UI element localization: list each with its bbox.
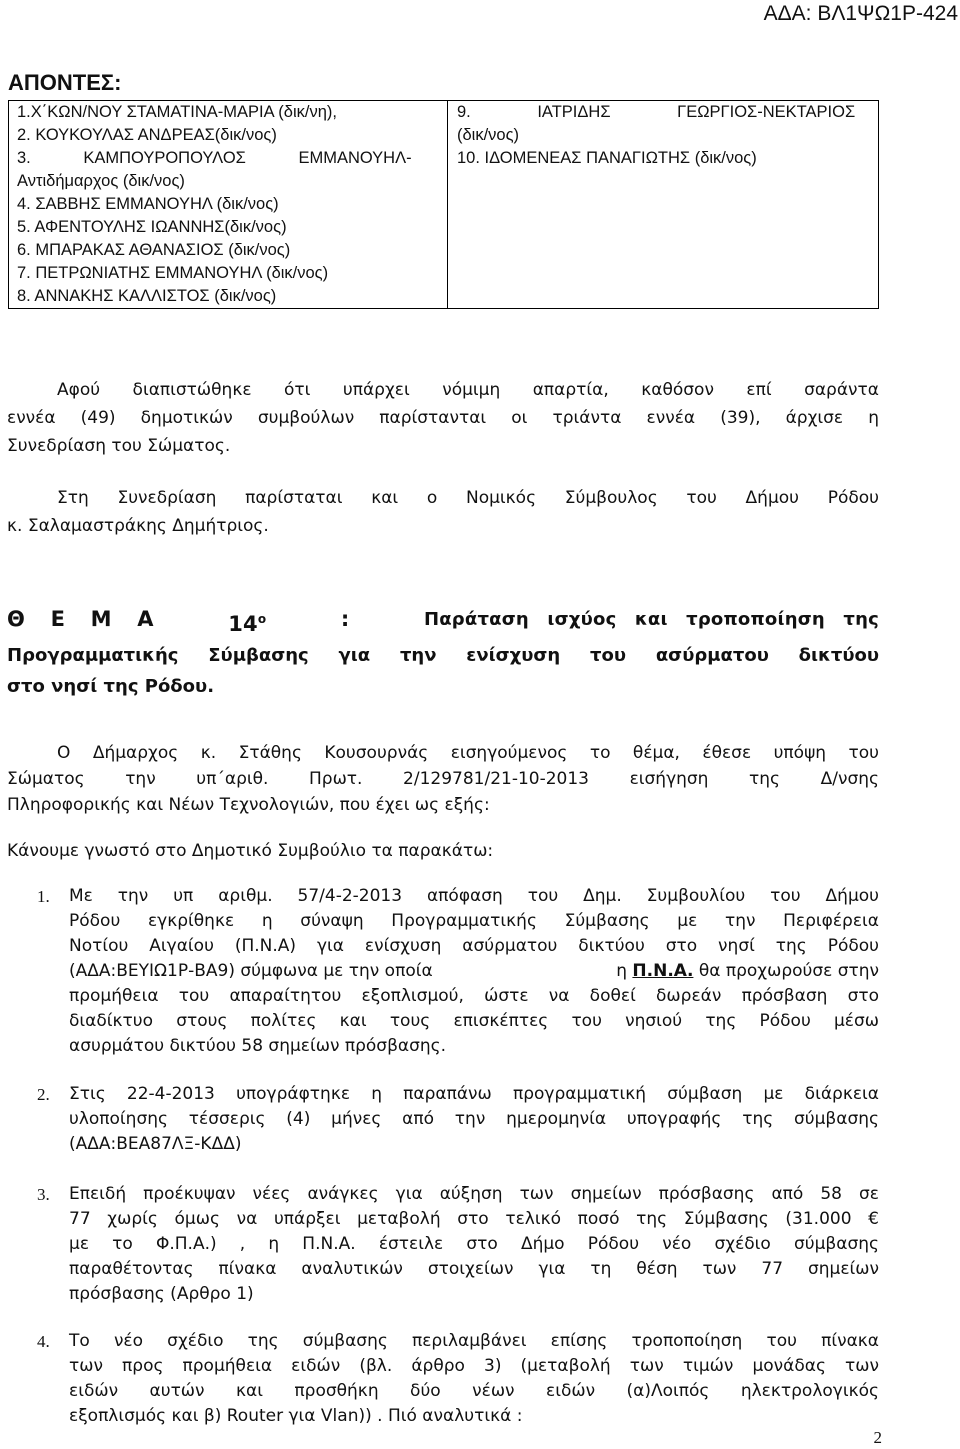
absent-item: 1.Χ΄ΚΩΝ/ΝΟΥ ΣΤΑΜΑΤΙΝΑ-ΜΑΡΙΑ (δικ/νη), [17, 103, 337, 121]
page-number: 2 [873, 1428, 882, 1447]
absent-item: 5. ΑΦΕΝΤΟΥΛΗΣ ΙΩΑΝΝΗΣ(δικ/νος) [17, 218, 287, 236]
absent-item: 2. ΚΟΥΚΟΥΛΑΣ ΑΝΔΡΕΑΣ(δικ/νος) [17, 126, 277, 144]
list-item-number: 2. [37, 1085, 50, 1104]
item-line: 77 χωρίς όμως να υπάρξει μεταβολή στο τελικό ποσό της Σύμβασης (31.000 € [69, 1209, 879, 1229]
absent-item: Αντιδήμαρχος (δικ/νος) [17, 172, 185, 190]
item-line: (ΑΔΑ:ΒΕΑ87ΛΞ-ΚΔΔ) [69, 1134, 242, 1154]
quorum-paragraph [7, 376, 879, 460]
list-item-text [69, 1082, 879, 1157]
intro-line: Σώματος την υπ΄αριθ. Πρωτ. 2/129781/21-10-2013 εισήγηση της Δ/νσης [7, 769, 879, 789]
item-line: προμήθεια του απαραίτητου εξοπλισμού, ώστε να δοθεί δωρεάν πρόσβαση στο [69, 986, 879, 1006]
item-line: υλοποίησης τέσσερις (4) μήνες από την ημερομηνία υπογραφής της σύμβασης [69, 1109, 879, 1129]
thema-line-3: στο νησί της Ρόδου. [7, 676, 215, 697]
absent-item: 7. ΠΕΤΡΩΝΙΑΤΗΣ ΕΜΜΑΝΟΥΗΛ (δικ/νος) [17, 264, 329, 282]
absent-title: ΑΠΟΝΤΕΣ: [8, 70, 122, 95]
item-line: με το Φ.Π.Α.) , η Π.Ν.Α. έστειλε στο Δήμο Ρόδου νέο σχέδιο σύμβασης [69, 1234, 879, 1254]
list-item-number: 4. [37, 1332, 50, 1351]
item-line: Στις 22-4-2013 υπογράφτηκε η παραπάνω προγραμματική σύμβαση με διάρκεια [69, 1084, 879, 1104]
absent-item: 6. ΜΠΑΡΑΚΑΣ ΑΘΑΝΑΣΙΟΣ (δικ/νος) [17, 241, 291, 259]
thema-title-part1: Παράταση ισχύος και τροποποίηση της [423, 609, 879, 630]
item-line: Ρόδου εγκρίθηκε η σύναψη Προγραμματικής Σύμβασης με την Περιφέρεια [69, 911, 879, 931]
item-line: Με την υπ αριθμ. 57/4-2-2013 απόφαση του Δημ. Συμβουλίου του Δήμου [69, 886, 879, 906]
thema-line-2: Προγραμματικής Σύμβασης για την ενίσχυση του ασύρματου δικτύου [7, 645, 879, 666]
absent-item: 4. ΣΑΒΒΗΣ ΕΜΜΑΝΟΥΗΛ (δικ/νος) [17, 195, 279, 213]
item-line: Νοτίου Αιγαίου (Π.Ν.Α) για ενίσχυση ασύρματου δικτύου στο νησί της Ρόδου [69, 936, 879, 956]
absent-item [17, 147, 447, 170]
absent-cell-left [9, 101, 448, 309]
thema-colon: : [340, 607, 350, 631]
absent-item: (δικ/νος) [457, 126, 520, 144]
item-line: παραθέτοντας πίνακα αναλυτικών στοιχείων για τη θέση των 77 σημείων [69, 1259, 879, 1279]
thema-label: Θ Ε Μ Α [7, 607, 154, 631]
item-line-split [69, 959, 879, 984]
list-item-text [69, 884, 879, 1059]
thema-number-value: 14 [228, 612, 258, 636]
absent-item: 9. ΙΑΤΡΙΔΗΣ ΓΕΩΡΓΙΟΣ-ΝΕΚΤΑΡΙΟΣ [457, 103, 856, 121]
thema-number [228, 604, 266, 640]
legal-line: Στη Συνεδρίαση παρίσταται και ο Νομικός Σύμβουλος του Δήμου Ρόδου [57, 488, 879, 508]
item-line: ασυρμάτου δικτύου 58 σημείων πρόσβασης. [69, 1036, 447, 1056]
legal-advisor-paragraph [7, 484, 879, 540]
item-line: διαδίκτυο στους πολίτες και τους επισκέπτες του νησιού της Ρόδου μέσω [69, 1011, 879, 1031]
notice-line: Κάνουμε γνωστό στο Δημοτικό Συμβούλιο τα παρακάτω: [7, 841, 494, 861]
list-item-number: 1. [37, 887, 50, 906]
list-item-text [69, 1329, 879, 1429]
intro-paragraph [7, 740, 879, 818]
item-line: Το νέο σχέδιο της σύμβασης περιλαμβάνει επίσης τροποποίηση του πίνακα [69, 1331, 879, 1351]
list-item-text [69, 1182, 879, 1307]
thema-line-1 [7, 604, 879, 640]
item-line: Επειδή προέκυψαν νέες ανάγκες για αύξηση των σημείων πρόσβασης από 58 σε [69, 1184, 879, 1204]
absent-item-text: 3. ΚΑΜΠΟΥΡΟΠΟΥΛΟΣ ΕΜΜΑΝΟΥΗΛ- [17, 149, 412, 167]
item-line: των προς προμήθεια ειδών (βλ. άρθρο 3) (μεταβολή των τιμών μονάδας των [69, 1356, 879, 1376]
thema-heading [7, 604, 879, 702]
list-item-number: 3. [37, 1185, 50, 1204]
quorum-line: Αφού διαπιστώθηκε ότι υπάρχει νόμιμη απαρτία, καθόσον επί σαράντα [57, 380, 879, 400]
intro-line: Ο Δήμαρχος κ. Στάθης Κουσουρνάς εισηγούμενος το θέμα, έθεσε υπόψη του [57, 743, 879, 763]
quorum-line: Συνεδρίαση του Σώματος. [7, 436, 231, 456]
absent-item: 10. ΙΔΟΜΕΝΕΑΣ ΠΑΝΑΓΙΩΤΗΣ (δικ/νος) [457, 149, 757, 167]
absent-item: 8. ΑΝΝΑΚΗΣ ΚΑΛΛΙΣΤΟΣ (δικ/νος) [17, 287, 277, 305]
thema-number-sup: ο [257, 612, 267, 626]
legal-line: κ. Σαλαμαστράκης Δημήτριος. [7, 516, 269, 536]
item-line: εξοπλισμός και β) Router για Vlan)) . Πιό αναλυτικά : [69, 1406, 523, 1426]
item-line-part: η Π.Ν.Α. θα προχωρούσε στην [616, 961, 879, 981]
item-line-part: (ΑΔΑ:ΒΕΥΙΩ1Ρ-ΒΑ9) σύμφωνα με την οποία [69, 961, 433, 981]
absent-cell-right [448, 101, 879, 309]
item-line: ειδών αυτών και προσθήκη δύο νέων ειδών (α)Λοιπός ηλεκτρολογικός [69, 1381, 879, 1401]
intro-line: Πληροφορικής και Νέων Τεχνολογιών, που έχει ως εξής: [7, 795, 490, 815]
item-line: πρόσβασης (Αρθρο 1) [69, 1284, 254, 1304]
absent-table [8, 100, 879, 309]
quorum-line: εννέα (49) δημοτικών συμβούλων παρίστανται οι τριάντα εννέα (39), άρχισε η [7, 408, 879, 428]
ada-code: ΑΔΑ: ΒΛ1ΨΩ1Ρ-424 [763, 2, 958, 25]
